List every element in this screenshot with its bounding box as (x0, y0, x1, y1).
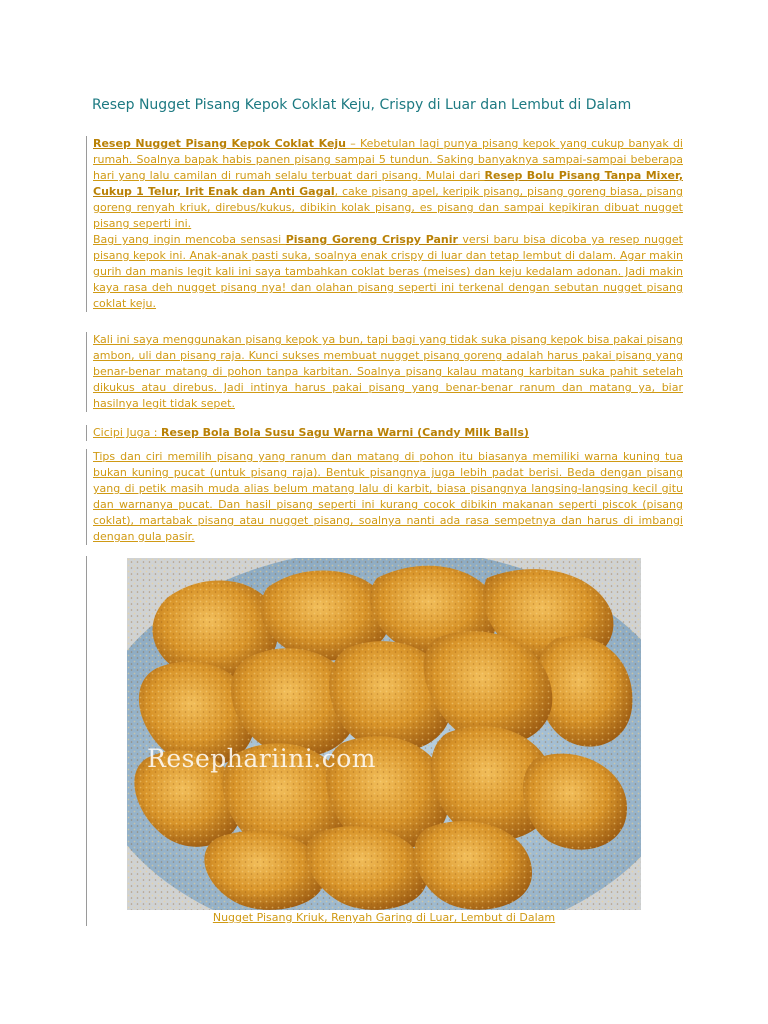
kepok-paragraph: Kali ini saya menggunakan pisang kepok ya bun, tapi bagi yang tidak suka pisang kepok bisa pakai pisang ambon, uli dan pisang raja. Kunci sukses membuat nugget pisang goreng adalah harus pakai pisang yang benar-benar matang di pohon tanpa karbitan. Soalnya pisang kalau matang karbitan suka pahit setelah dikukus atau direbus. Jadi intinya harus pakai pisang yang benar-benar ranum dan matang ya, biar hasilnya legit tidak sepet. (93, 333, 683, 410)
nugget-photo-drawing (127, 558, 641, 910)
intro-text-1: – Kebetulan lagi punya pisang kepok yang cukup banyak di rumah. Soalnya bapak habis panen pisang sampai 5 tundun. Saking banyaknya sampai-sampai beberapa hari yang lalu camilan di rumah selalu terbuat dari pisang. Mulai dari (93, 137, 683, 182)
link-bola-susu-sagu[interactable]: Resep Bola Bola Susu Sagu Warna Warni (Candy Milk Balls) (161, 426, 529, 439)
link-pisang-goreng-crispy[interactable]: Pisang Goreng Crispy Panir (285, 233, 458, 246)
left-rule (86, 556, 87, 926)
nugget-photo (127, 558, 641, 910)
photo-caption[interactable]: Nugget Pisang Kriuk, Renyah Garing di Luar, Lembut di Dalam (212, 911, 556, 924)
second-text-1: Bagi yang ingin mencoba sensasi (93, 233, 286, 246)
link-resep-nugget[interactable]: Resep Nugget Pisang Kepok Coklat Keju (93, 137, 347, 150)
second-paragraph (93, 232, 683, 312)
article-title: Resep Nugget Pisang Kepok Coklat Keju, Crispy di Luar dan Lembut di Dalam (92, 97, 632, 113)
intro-block (86, 136, 683, 312)
tips-paragraph: Tips dan ciri memilih pisang yang ranum dan matang di pohon itu biasanya memiliki warna kuning tua bukan kuning pucat (untuk pisang raja). Bentuk pisangnya juga lebih padat berisi. Beda dengan pisang yang di petik masih muda alias belum matang lalu di karbit, biasa pisangnya langsing-langsing kecil gitu dan warnanya pucat. Dan hasil pisang seperti ini kurang cocok dibikin makanan seperti piscok (pisang coklat), martabak pisang atau nugget pisang, soalnya nanti ada rasa sempetnya dan harus di imbangi dengan gula pasir. (93, 450, 683, 543)
photo-watermark: Resephariini.com (147, 744, 376, 773)
cicipi-line (93, 425, 683, 441)
link-resep-bolu-pisang[interactable]: Resep Bolu Pisang Tanpa Mixer, Cukup 1 Telur, Irit Enak dan Anti Gagal (93, 169, 683, 198)
kepok-block (86, 332, 683, 412)
cicipi-label: Cicipi Juga : (93, 426, 162, 439)
tips-block (86, 449, 683, 545)
cicipi-block (86, 425, 683, 441)
nugget-pile (127, 558, 641, 910)
second-text-2: versi baru bisa dicoba ya resep nugget pisang kepok ini. Anak-anak pasti suka, soalnya enak crispy di luar dan tetap lembut di dalam. Agar makin gurih dan manis legit kali ini saya tambahkan coklat beras (meises) dan keju kedalam adonan. Jadi makin kaya rasa deh nugget pisang nya! dan olahan pisang seperti ini terkenal dengan sebutan nugget pisang coklat keju. (93, 233, 683, 310)
intro-paragraph (93, 136, 683, 232)
intro-text-2: , cake pisang apel, keripik pisang, pisang goreng biasa, pisang goreng renyah kriuk, direbus/kukus, dibikin kolak pisang, es pisang dan sampai kepikiran dibuat nugget pisang seperti ini. (93, 185, 683, 230)
